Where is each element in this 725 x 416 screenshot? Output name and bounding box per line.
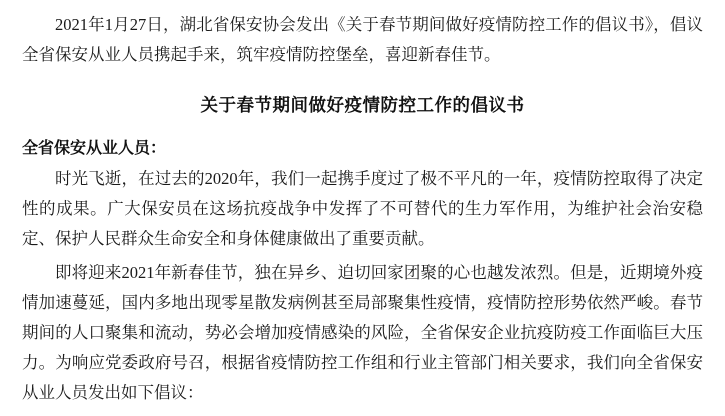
salutation: 全省保安从业人员： bbox=[22, 140, 167, 157]
body-paragraph-2: 即将迎来2021年新春佳节，独在异乡、迫切回家团聚的心也越发浓烈。但是，近期境外疫情加速蔓延，国内多地出现零星散发病例甚至局部聚集性疫情，疫情防控形势依然严峻。春节期间的人口聚集和流动，势必会增加疫情感染的风险，全省保安企业抗疫防疫工作面临巨大压力。为响应党委政府号召，根据省疫情防控工作组和行业主管部门相关要求，我们向全省保安从业人员发出如下倡议： bbox=[22, 263, 703, 402]
intro-paragraph: 2021年1月27日，湖北省保安协会发出《关于春节期间做好疫情防控工作的倡议书》，倡议全省保安从业人员携起手来，筑牢疫情防控堡垒，喜迎新春佳节。 bbox=[22, 15, 703, 64]
body-paragraph-1: 时光飞逝，在过去的2020年，我们一起携手度过了极不平凡的一年，疫情防控取得了决定性的成果。广大保安员在这场抗疫战争中发挥了不可替代的生力军作用，为维护社会治安稳定、保护人民群众生命安全和身体健康做出了重要贡献。 bbox=[22, 169, 703, 248]
document-title: 关于春节期间做好疫情防控工作的倡议书 bbox=[200, 95, 525, 115]
